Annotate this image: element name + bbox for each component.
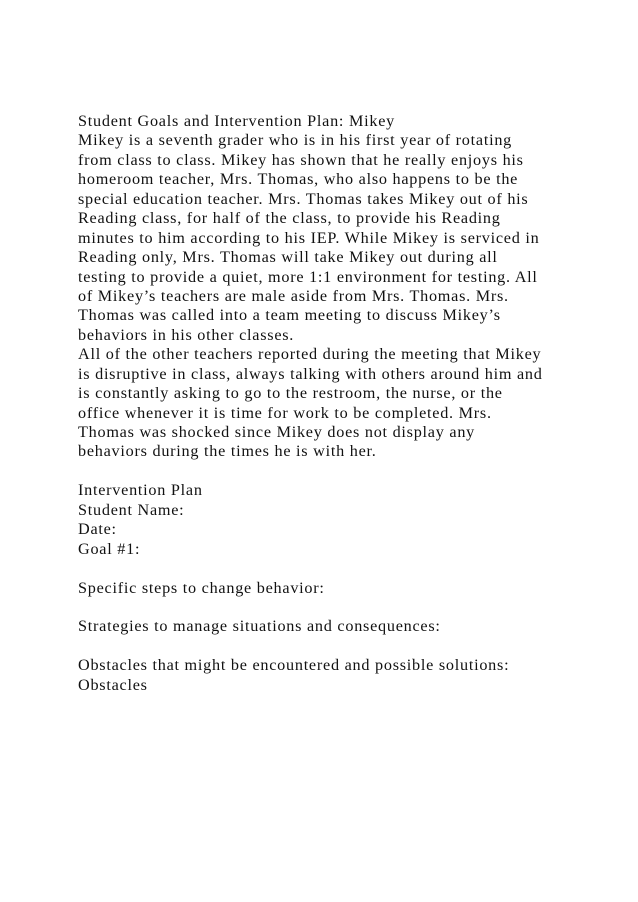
paragraph-1-line: Reading class, for half of the class, to provide his Reading (78, 209, 501, 228)
paragraph-1-line: homeroom teacher, Mrs. Thomas, who also happens to be the (78, 170, 519, 189)
paragraph-1-line: from class to class. Mikey has shown that he really enjoys his (78, 150, 524, 169)
paragraph-2-line: All of the other teachers reported during the meeting that Mikey (78, 345, 542, 364)
paragraph-2-line: behaviors during the times he is with her. (78, 442, 377, 461)
document-title: Student Goals and Intervention Plan: Mikey (78, 112, 395, 130)
blank-line (78, 462, 598, 481)
date-label: Date: (78, 520, 117, 539)
blank-line (78, 559, 598, 578)
paragraph-2-line: is constantly asking to go to the restroom, the nurse, or the (78, 384, 503, 403)
strategies-label: Strategies to manage situations and consequences: (78, 617, 441, 636)
obstacles-label: Obstacles that might be encountered and possible solutions: (78, 656, 510, 675)
paragraph-2-line: is disruptive in class, always talking with others around him and (78, 364, 543, 383)
paragraph-2-line: Thomas was shocked since Mikey does not display any (78, 423, 476, 441)
goal-label: Goal #1: (78, 539, 141, 558)
blank-line (78, 637, 598, 656)
paragraph-1-line: of Mikey’s teachers are male aside from Mrs. Thomas. Mrs. (78, 286, 509, 305)
student-name-label: Student Name: (78, 500, 185, 519)
paragraph-1-line: Reading only, Mrs. Thomas will take Mikey out during all (78, 248, 498, 267)
obstacles-subheading: Obstacles (78, 675, 148, 694)
steps-label: Specific steps to change behavior: (78, 578, 325, 597)
blank-line (78, 598, 598, 617)
paragraph-2-line: office whenever it is time for work to be completed. Mrs. (78, 403, 492, 422)
paragraph-1-line: Thomas was called into a team meeting to discuss Mikey’s (78, 306, 501, 325)
paragraph-1-line: minutes to him according to his IEP. While Mikey is serviced in (78, 228, 540, 247)
paragraph-1-line: behaviors in his other classes. (78, 325, 295, 344)
document-body (78, 112, 598, 695)
paragraph-1-line: Mikey is a seventh grader who is in his first year of rotating (78, 131, 513, 150)
paragraph-1-line: testing to provide a quiet, more 1:1 environment for testing. All (78, 267, 538, 286)
paragraph-1-line: special education teacher. Mrs. Thomas takes Mikey out of his (78, 189, 529, 208)
plan-heading: Intervention Plan (78, 481, 203, 500)
